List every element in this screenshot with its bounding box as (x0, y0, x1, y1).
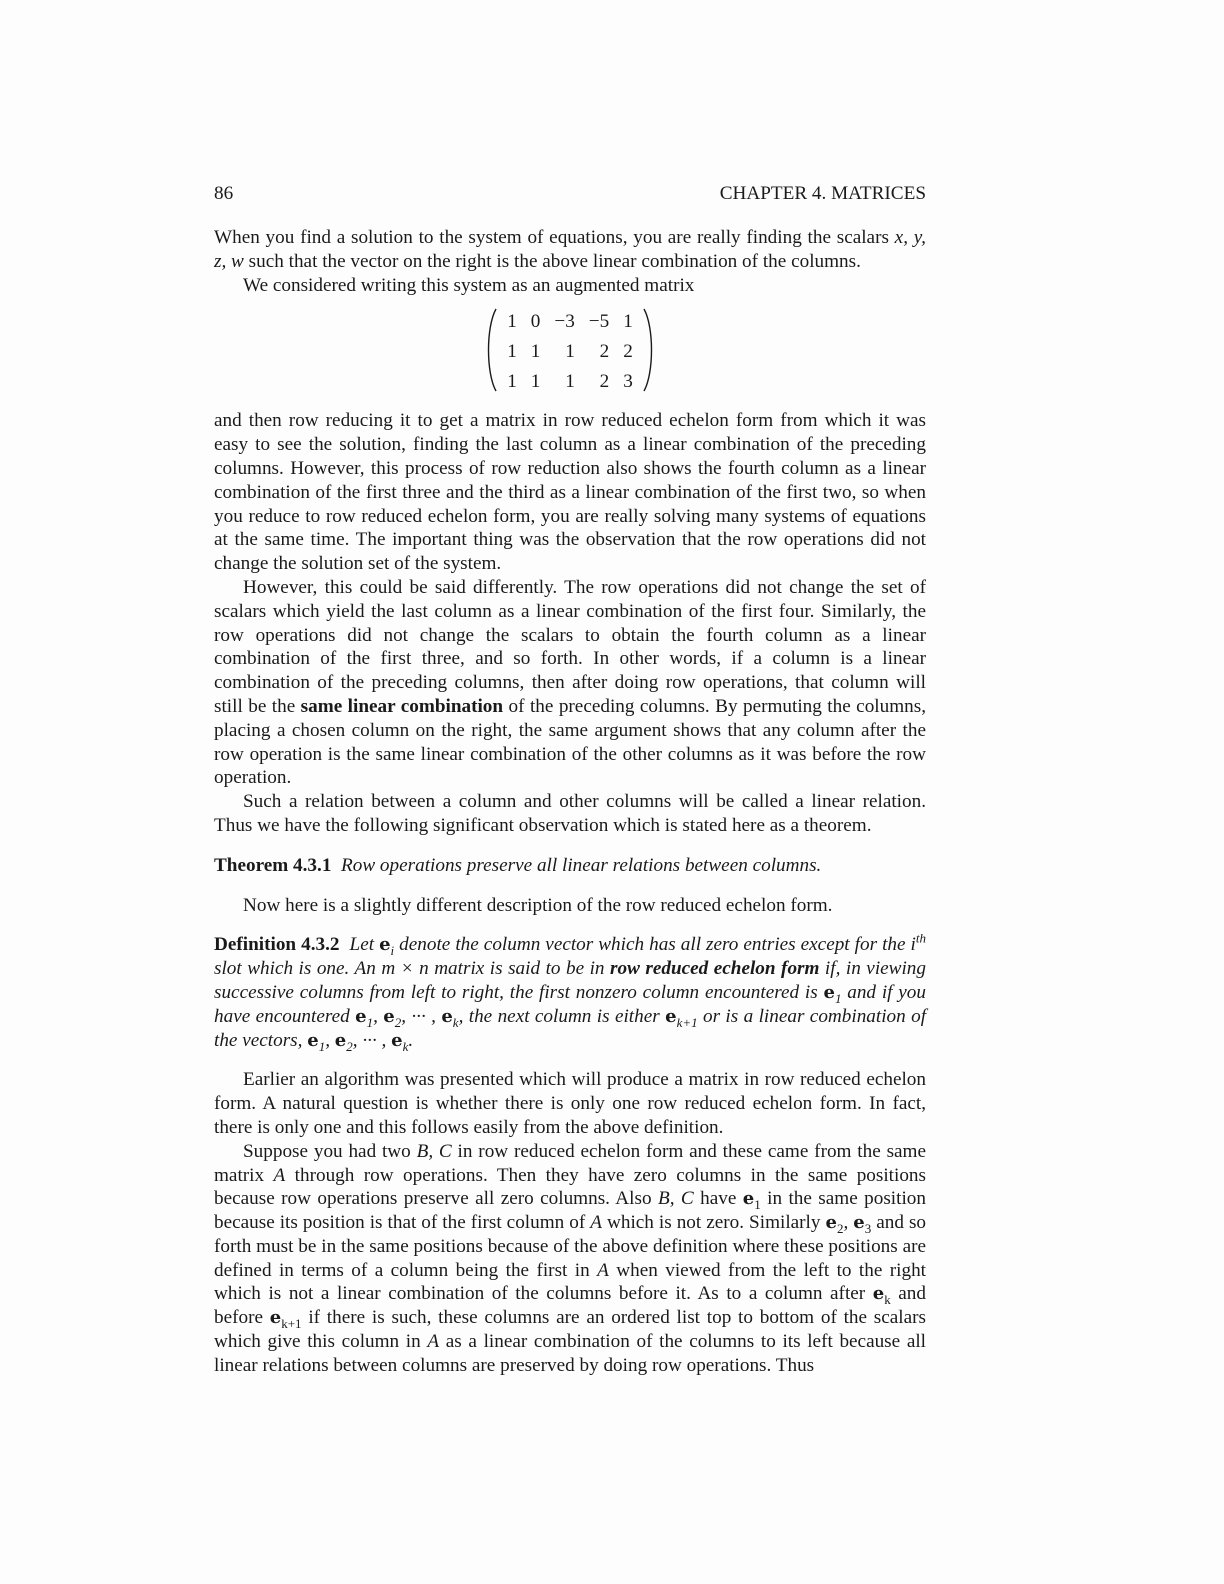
paragraph-8: Suppose you had two B, C in row reduced echelon form and these came from the same matrix A through row operations. Then they have zero columns in the same positions because row operations preserve all zero columns. Also B, C have $e_1$ in the same position because its position is that of the first column of A which is not zero. Similarly $e_2$, $e_3$ and so forth must be in the same positions because of the above definition where these positions are defined in terms of a column being the first in A when viewed from the left to the right which is not a linear combination of the columns before it. As to a column after $e_k$ and before $e_{k+1}$ if there is such, these columns are an ordered list top to bottom of the scalars which give this column in A as a linear combination of the columns to its left because all linear relations between columns are preserved by doing row operations. Thus (214, 1140, 927, 1376)
paragraph-2: We considered writing this system as an augmented matrix (243, 274, 695, 296)
variables: x, y, z, w (214, 227, 926, 272)
augmented-matrix (214, 307, 926, 397)
page-content (214, 182, 926, 1378)
matrix-row: 1 1 1 2 3 (507, 371, 633, 393)
page-header (214, 182, 926, 208)
right-paren (642, 307, 656, 393)
theorem (214, 854, 926, 878)
definition: Definition 4.3.2 Let $e_i$ denote the column vector which has all zero entries except for the $i^{th}$ slot which is one. An m × n matrix is said to be in row reduced echelon form if, in viewing successive columns from left to right, the first nonzero column encountered is $e_1$ and if you have encountered $e_1$, $e_2$, ··· , $e_k$, the next column is either $e_{k+1}$ or is a linear combination of the vectors, $e_1$, $e_2$, ··· , $e_k$. (214, 930, 927, 1054)
paragraph-3: and then row reducing it to get a matrix in row reduced echelon form from which it was easy to see the solution, finding the last column as a linear combination of the preceding columns. However, this process of row reduction also shows the fourth column as a linear combination of the first three and the third as a linear combination of the first two, so when you reduce to row reduced echelon form, you are really solving many systems of equations at the same time. The important thing was the observation that the row operations did not change the solution set of the system. (214, 410, 926, 575)
paragraph-5: Such a relation between a column and other columns will be called a linear relation. Thus we have the following significant observation which is stated here as a theorem. (214, 791, 926, 836)
matrix-table (500, 307, 640, 397)
left-paren (484, 307, 498, 393)
page-number: 86 (214, 183, 234, 204)
matrix-row: 1 1 1 2 2 (507, 341, 633, 363)
definition-label: Definition 4.3.2 (214, 934, 340, 956)
paragraph-4: However, this could be said differently. The row operations did not change the set of scalars which yield the last column as a linear combination of the first four. Similarly, the row operations did not change the scalars to obtain the fourth column as a linear combination of the first three, and so forth. In other words, if a column is a linear combination of the preceding columns, then after doing row operations, that column will still be the same linear combination of the preceding columns. By permuting the columns, placing a chosen column on the right, the same argument shows that any column after the row operation is the same linear combination of the other columns as it was before the row operation. (214, 576, 927, 789)
paragraph-1: When you find a solution to the system of equations, you are really finding the scalars x, y, z, w such that the vector on the right is the above linear combination of the columns. (214, 227, 926, 272)
paragraph-7: Earlier an algorithm was presented which will produce a matrix in row reduced echelon form. A natural question is whether there is only one row reduced echelon form. In fact, there is only one and this follows easily from the above definition. (214, 1069, 926, 1138)
chapter-title: CHAPTER 4. MATRICES (719, 183, 926, 204)
paragraph-6: Now here is a slightly different description of the row reduced echelon form. (243, 894, 833, 916)
theorem-text: Row operations preserve all linear relations between columns. (341, 854, 822, 876)
theorem-label: Theorem 4.3.1 (214, 854, 332, 876)
matrix-row: 1 0 −3 −5 1 (507, 311, 633, 333)
